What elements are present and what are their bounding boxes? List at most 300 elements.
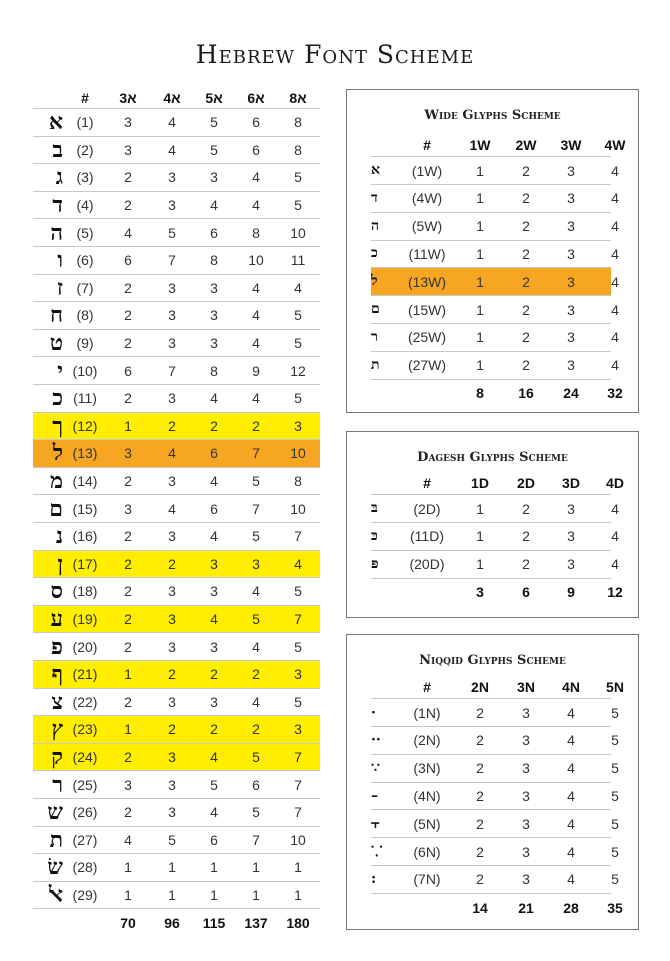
value-cell: 3 bbox=[168, 776, 176, 793]
value-cell: 3 bbox=[210, 169, 218, 186]
glyph-code: (2) bbox=[76, 141, 94, 158]
dagesh-glyphs-box bbox=[346, 431, 639, 618]
glyph-code: (11W) bbox=[408, 245, 446, 262]
value-cell: 3 bbox=[567, 245, 575, 262]
value-cell: 2 bbox=[124, 473, 132, 490]
value-cell: 10 bbox=[290, 445, 306, 462]
hebrew-glyph: ל bbox=[52, 440, 63, 467]
glyph-code: (17) bbox=[72, 555, 98, 572]
value-cell: 1 bbox=[476, 528, 484, 545]
value-cell: 3 bbox=[210, 279, 218, 296]
value-cell: 6 bbox=[210, 831, 218, 848]
value-cell: 7 bbox=[294, 749, 302, 766]
value-cell: 2 bbox=[124, 749, 132, 766]
value-cell: 2 bbox=[124, 555, 132, 572]
value-cell: 6 bbox=[252, 114, 260, 131]
hebrew-glyph: ב bbox=[52, 136, 63, 163]
value-cell: 3 bbox=[567, 190, 575, 207]
glyph-code: (16) bbox=[72, 528, 98, 545]
glyph-code: (5N) bbox=[413, 815, 441, 832]
glyph-code: (1N) bbox=[413, 704, 441, 721]
hebrew-glyph: ה bbox=[50, 219, 63, 246]
table-row bbox=[371, 699, 619, 727]
total-cell: 24 bbox=[563, 385, 579, 402]
value-cell: 8 bbox=[210, 252, 218, 269]
value-cell: 3 bbox=[168, 279, 176, 296]
value-cell: 2 bbox=[124, 279, 132, 296]
glyph-code: (10) bbox=[72, 362, 98, 379]
table-row bbox=[33, 799, 320, 827]
hebrew-glyph: ו bbox=[57, 247, 63, 274]
value-cell: 5 bbox=[611, 704, 619, 721]
niqqid-glyphs-box bbox=[346, 634, 639, 930]
value-cell: 1 bbox=[124, 417, 132, 434]
header-cell: 2W bbox=[515, 136, 537, 153]
value-cell: 2 bbox=[476, 843, 484, 860]
value-cell: 4 bbox=[294, 279, 302, 296]
value-cell: 3 bbox=[567, 556, 575, 573]
value-cell: 5 bbox=[294, 335, 302, 352]
value-cell: 1 bbox=[476, 273, 484, 290]
hebrew-glyph: ע bbox=[50, 606, 63, 633]
value-cell: 1 bbox=[124, 666, 132, 683]
value-cell: 2 bbox=[124, 611, 132, 628]
value-cell: 5 bbox=[252, 473, 260, 490]
table-row bbox=[371, 352, 619, 380]
glyph-code: (11) bbox=[73, 390, 97, 407]
value-cell: 6 bbox=[210, 224, 218, 241]
total-cell: 180 bbox=[286, 915, 310, 932]
total-cell: 14 bbox=[472, 899, 488, 916]
value-cell: 2 bbox=[210, 666, 218, 683]
hebrew-glyph: ﭏ bbox=[48, 882, 63, 909]
value-cell: 3 bbox=[567, 301, 575, 318]
value-cell: 4 bbox=[252, 169, 260, 186]
glyph-code: (13) bbox=[72, 445, 98, 462]
glyph-symbol: ר bbox=[371, 328, 378, 345]
table-row bbox=[371, 213, 619, 241]
glyph-code: (1) bbox=[76, 114, 94, 131]
value-cell: 2 bbox=[476, 704, 484, 721]
glyph-code: (25W) bbox=[407, 329, 447, 346]
value-cell: 3 bbox=[124, 500, 132, 517]
hebrew-glyph: ף bbox=[51, 661, 63, 688]
value-cell: 1 bbox=[476, 329, 484, 346]
value-cell: 2 bbox=[252, 417, 260, 434]
value-cell: 3 bbox=[567, 500, 575, 517]
value-cell: 2 bbox=[476, 815, 484, 832]
value-cell: 4 bbox=[567, 815, 575, 832]
value-cell: 2 bbox=[210, 721, 218, 738]
value-cell: 2 bbox=[522, 556, 530, 573]
hebrew-glyph: ם bbox=[49, 495, 63, 522]
glyph-symbol: א bbox=[371, 162, 380, 178]
hebrew-glyph: ג bbox=[55, 164, 63, 191]
value-cell: 3 bbox=[168, 197, 176, 214]
value-cell: 5 bbox=[294, 307, 302, 324]
hebrew-glyph: ח bbox=[49, 302, 63, 329]
value-cell: 5 bbox=[611, 871, 619, 888]
value-cell: 1 bbox=[476, 301, 484, 318]
value-cell: 5 bbox=[611, 843, 619, 860]
hebrew-glyph: צ bbox=[51, 688, 63, 715]
hebrew-glyph: ד bbox=[52, 192, 63, 219]
totals-row bbox=[371, 379, 623, 407]
value-cell: 5 bbox=[210, 776, 218, 793]
value-cell: 4 bbox=[611, 329, 619, 346]
value-cell: 2 bbox=[522, 357, 530, 374]
table-row bbox=[33, 219, 320, 247]
value-cell: 2 bbox=[124, 169, 132, 186]
glyph-code: (15) bbox=[72, 500, 98, 517]
table-row bbox=[33, 523, 320, 551]
value-cell: 4 bbox=[252, 197, 260, 214]
glyph-symbol: – bbox=[371, 787, 378, 804]
value-cell: 5 bbox=[210, 114, 218, 131]
glyph-code: (7) bbox=[76, 279, 94, 296]
value-cell: 2 bbox=[522, 162, 530, 179]
table-row bbox=[33, 551, 320, 579]
value-cell: 4 bbox=[252, 638, 260, 655]
glyph-symbol: פּ bbox=[371, 555, 379, 572]
value-cell: 3 bbox=[210, 638, 218, 655]
table-row bbox=[33, 716, 320, 744]
value-cell: 4 bbox=[210, 197, 218, 214]
value-cell: 2 bbox=[522, 500, 530, 517]
total-cell: 8 bbox=[476, 385, 484, 402]
totals-row bbox=[371, 578, 623, 606]
value-cell: 2 bbox=[124, 307, 132, 324]
total-cell: 70 bbox=[120, 915, 136, 932]
value-cell: 5 bbox=[611, 760, 619, 777]
page-title: Hebrew Font Scheme bbox=[195, 40, 475, 69]
header-cell: 3W bbox=[560, 136, 582, 153]
table-row bbox=[33, 192, 320, 220]
value-cell: 4 bbox=[567, 760, 575, 777]
value-cell: 5 bbox=[252, 749, 260, 766]
value-cell: 8 bbox=[210, 362, 218, 379]
header-cell: 8א bbox=[289, 89, 307, 106]
value-cell: 4 bbox=[210, 473, 218, 490]
dagesh_box-header bbox=[371, 471, 624, 495]
glyph-code: (29) bbox=[72, 887, 98, 904]
value-cell: 2 bbox=[124, 583, 132, 600]
header-cell: 4D bbox=[606, 474, 624, 491]
glyph-symbol: כּ bbox=[371, 527, 378, 544]
wide-box-title: Wide Glyphs Scheme bbox=[424, 108, 561, 123]
dagesh-box-title: Dagesh Glyphs Scheme bbox=[417, 450, 568, 465]
value-cell: 6 bbox=[252, 141, 260, 158]
glyph-code: (24) bbox=[72, 749, 98, 766]
glyph-symbol: ∵ bbox=[371, 760, 380, 777]
table-row bbox=[371, 523, 619, 551]
value-cell: 2 bbox=[522, 245, 530, 262]
value-cell: 6 bbox=[124, 362, 132, 379]
total-cell: 137 bbox=[244, 915, 268, 932]
glyph-code: (6N) bbox=[413, 843, 441, 860]
value-cell: 3 bbox=[168, 528, 176, 545]
glyph-code: (27W) bbox=[407, 357, 447, 374]
value-cell: 1 bbox=[476, 500, 484, 517]
value-cell: 1 bbox=[210, 887, 218, 904]
total-cell: 115 bbox=[202, 915, 226, 932]
total-cell: 12 bbox=[607, 584, 623, 601]
value-cell: 2 bbox=[476, 732, 484, 749]
value-cell: 3 bbox=[168, 390, 176, 407]
table-row bbox=[33, 661, 320, 689]
value-cell: 2 bbox=[476, 760, 484, 777]
value-cell: 3 bbox=[168, 335, 176, 352]
total-cell: 32 bbox=[607, 385, 623, 402]
hebrew-glyph: שׂ bbox=[47, 854, 63, 881]
value-cell: 4 bbox=[252, 279, 260, 296]
value-cell: 4 bbox=[168, 500, 176, 517]
value-cell: 4 bbox=[611, 162, 619, 179]
value-cell: 3 bbox=[124, 776, 132, 793]
table-row bbox=[33, 882, 320, 910]
value-cell: 3 bbox=[567, 528, 575, 545]
value-cell: 4 bbox=[611, 245, 619, 262]
glyph-symbol: ד bbox=[371, 189, 378, 206]
value-cell: 2 bbox=[124, 335, 132, 352]
table-row bbox=[33, 854, 320, 882]
value-cell: 2 bbox=[522, 218, 530, 235]
hebrew-glyph: נ bbox=[55, 523, 63, 550]
value-cell: 10 bbox=[290, 500, 306, 517]
table-row bbox=[33, 330, 320, 358]
main-table-header bbox=[33, 87, 320, 109]
table-row bbox=[371, 157, 619, 185]
value-cell: 5 bbox=[210, 141, 218, 158]
value-cell: 3 bbox=[168, 638, 176, 655]
glyph-code: (3N) bbox=[413, 760, 441, 777]
hebrew-glyph: ז bbox=[56, 274, 63, 301]
value-cell: 4 bbox=[168, 445, 176, 462]
glyph-code: (12) bbox=[72, 417, 98, 434]
glyph-code: (11D) bbox=[410, 528, 444, 545]
value-cell: 2 bbox=[522, 528, 530, 545]
table-row bbox=[33, 302, 320, 330]
value-cell: 2 bbox=[522, 329, 530, 346]
table-row bbox=[371, 838, 619, 866]
hebrew-glyph: ש bbox=[47, 799, 63, 826]
table-row bbox=[371, 810, 619, 838]
value-cell: 3 bbox=[522, 760, 530, 777]
header-cell: # bbox=[423, 136, 431, 153]
value-cell: 4 bbox=[124, 831, 132, 848]
value-cell: 5 bbox=[252, 528, 260, 545]
value-cell: 3 bbox=[210, 693, 218, 710]
value-cell: 4 bbox=[210, 528, 218, 545]
value-cell: 4 bbox=[168, 141, 176, 158]
value-cell: 3 bbox=[522, 815, 530, 832]
value-cell: 2 bbox=[124, 804, 132, 821]
value-cell: 2 bbox=[476, 787, 484, 804]
table-row bbox=[33, 468, 320, 496]
glyph-code: (4N) bbox=[413, 787, 441, 804]
header-cell: 5א bbox=[205, 89, 223, 106]
value-cell: 2 bbox=[476, 871, 484, 888]
value-cell: 5 bbox=[611, 815, 619, 832]
value-cell: 3 bbox=[567, 218, 575, 235]
value-cell: 7 bbox=[252, 445, 260, 462]
value-cell: 5 bbox=[294, 583, 302, 600]
value-cell: 6 bbox=[252, 776, 260, 793]
glyph-code: (1W) bbox=[411, 162, 443, 179]
value-cell: 1 bbox=[124, 721, 132, 738]
hebrew-glyph: פ bbox=[51, 633, 63, 660]
value-cell: 3 bbox=[168, 169, 176, 186]
value-cell: 4 bbox=[252, 390, 260, 407]
value-cell: 1 bbox=[476, 162, 484, 179]
glyph-code: (5) bbox=[76, 224, 94, 241]
table-row bbox=[371, 755, 619, 783]
value-cell: 10 bbox=[290, 831, 306, 848]
value-cell: 2 bbox=[124, 693, 132, 710]
totals-row bbox=[33, 909, 320, 937]
value-cell: 3 bbox=[210, 583, 218, 600]
total-cell: 96 bbox=[164, 915, 180, 932]
value-cell: 7 bbox=[294, 804, 302, 821]
glyph-code: (19) bbox=[72, 611, 98, 628]
value-cell: 2 bbox=[168, 417, 176, 434]
value-cell: 7 bbox=[294, 528, 302, 545]
value-cell: 5 bbox=[294, 693, 302, 710]
value-cell: 1 bbox=[252, 887, 260, 904]
value-cell: 4 bbox=[252, 583, 260, 600]
total-cell: 3 bbox=[476, 584, 484, 601]
table-row bbox=[33, 744, 320, 772]
header-cell: 5N bbox=[606, 678, 624, 695]
table-row bbox=[371, 268, 619, 296]
glyph-code: (4) bbox=[76, 197, 94, 214]
value-cell: 8 bbox=[294, 114, 302, 131]
hebrew-glyph: ץ bbox=[51, 716, 63, 743]
value-cell: 5 bbox=[611, 787, 619, 804]
total-cell: 35 bbox=[607, 899, 623, 916]
value-cell: 3 bbox=[168, 307, 176, 324]
table-row bbox=[33, 137, 320, 165]
niqqid-box-title: Niqqid Glyphs Scheme bbox=[419, 653, 566, 668]
glyph-symbol: ·· bbox=[371, 732, 381, 749]
hebrew-glyph: ך bbox=[52, 412, 63, 439]
glyph-code: (22) bbox=[72, 693, 98, 710]
value-cell: 4 bbox=[210, 390, 218, 407]
hebrew-glyph: כ bbox=[52, 385, 63, 412]
table-row bbox=[371, 727, 619, 755]
hebrew-glyph: ט bbox=[49, 330, 63, 357]
glyph-symbol: ל bbox=[371, 273, 378, 290]
value-cell: 3 bbox=[168, 749, 176, 766]
value-cell: 3 bbox=[522, 732, 530, 749]
value-cell: 5 bbox=[294, 169, 302, 186]
header-cell: # bbox=[423, 474, 431, 491]
value-cell: 3 bbox=[124, 114, 132, 131]
header-cell: 3א bbox=[119, 89, 137, 106]
header-cell: 2N bbox=[471, 678, 489, 695]
table-row bbox=[33, 247, 320, 275]
value-cell: 3 bbox=[168, 804, 176, 821]
value-cell: 2 bbox=[124, 197, 132, 214]
value-cell: 4 bbox=[567, 871, 575, 888]
value-cell: 1 bbox=[210, 859, 218, 876]
value-cell: 1 bbox=[294, 887, 302, 904]
value-cell: 3 bbox=[124, 445, 132, 462]
value-cell: 7 bbox=[294, 611, 302, 628]
table-row bbox=[33, 771, 320, 799]
glyph-code: (9) bbox=[76, 335, 94, 352]
glyph-symbol: בּ bbox=[371, 500, 378, 516]
header-cell: 3N bbox=[517, 678, 535, 695]
glyph-code: (5W) bbox=[411, 218, 443, 235]
glyph-code: (23) bbox=[72, 721, 98, 738]
glyph-symbol: ם bbox=[371, 301, 380, 317]
value-cell: 3 bbox=[567, 329, 575, 346]
value-cell: 3 bbox=[168, 583, 176, 600]
total-cell: 6 bbox=[522, 584, 530, 601]
table-row bbox=[371, 866, 619, 894]
value-cell: 3 bbox=[522, 787, 530, 804]
value-cell: 4 bbox=[611, 190, 619, 207]
value-cell: 10 bbox=[248, 252, 264, 269]
value-cell: 1 bbox=[124, 887, 132, 904]
value-cell: 4 bbox=[252, 307, 260, 324]
table-row bbox=[33, 689, 320, 717]
value-cell: 8 bbox=[252, 224, 260, 241]
glyph-code: (2D) bbox=[413, 500, 441, 517]
value-cell: 7 bbox=[252, 831, 260, 848]
total-cell: 21 bbox=[518, 899, 534, 916]
niqqid_box-header bbox=[371, 675, 624, 699]
header-cell: # bbox=[81, 89, 89, 106]
value-cell: 4 bbox=[611, 500, 619, 517]
value-cell: 5 bbox=[168, 224, 176, 241]
hebrew-glyph: ר bbox=[52, 771, 63, 798]
glyph-code: (21) bbox=[72, 666, 98, 683]
value-cell: 1 bbox=[476, 245, 484, 262]
value-cell: 3 bbox=[210, 555, 218, 572]
table-row bbox=[33, 109, 320, 137]
value-cell: 4 bbox=[611, 556, 619, 573]
value-cell: 4 bbox=[168, 114, 176, 131]
table-row bbox=[371, 495, 619, 523]
table-row bbox=[33, 357, 320, 385]
value-cell: 5 bbox=[611, 732, 619, 749]
value-cell: 7 bbox=[252, 500, 260, 517]
table-row bbox=[371, 240, 619, 268]
glyph-symbol: כ bbox=[371, 245, 378, 262]
value-cell: 4 bbox=[611, 528, 619, 545]
value-cell: 4 bbox=[210, 804, 218, 821]
header-cell: # bbox=[423, 678, 431, 695]
hebrew-glyph: ן bbox=[57, 550, 63, 577]
value-cell: 11 bbox=[290, 252, 306, 269]
value-cell: 5 bbox=[252, 611, 260, 628]
value-cell: 1 bbox=[476, 190, 484, 207]
header-cell: 2D bbox=[517, 474, 535, 491]
hebrew-glyph: מ bbox=[49, 468, 63, 495]
value-cell: 3 bbox=[567, 357, 575, 374]
value-cell: 5 bbox=[294, 390, 302, 407]
glyph-code: (3) bbox=[76, 169, 94, 186]
value-cell: 4 bbox=[124, 224, 132, 241]
value-cell: 3 bbox=[124, 141, 132, 158]
wide-glyphs-box bbox=[346, 89, 639, 413]
value-cell: 4 bbox=[252, 693, 260, 710]
value-cell: 2 bbox=[168, 666, 176, 683]
value-cell: 3 bbox=[522, 704, 530, 721]
header-cell: 1D bbox=[471, 474, 489, 491]
